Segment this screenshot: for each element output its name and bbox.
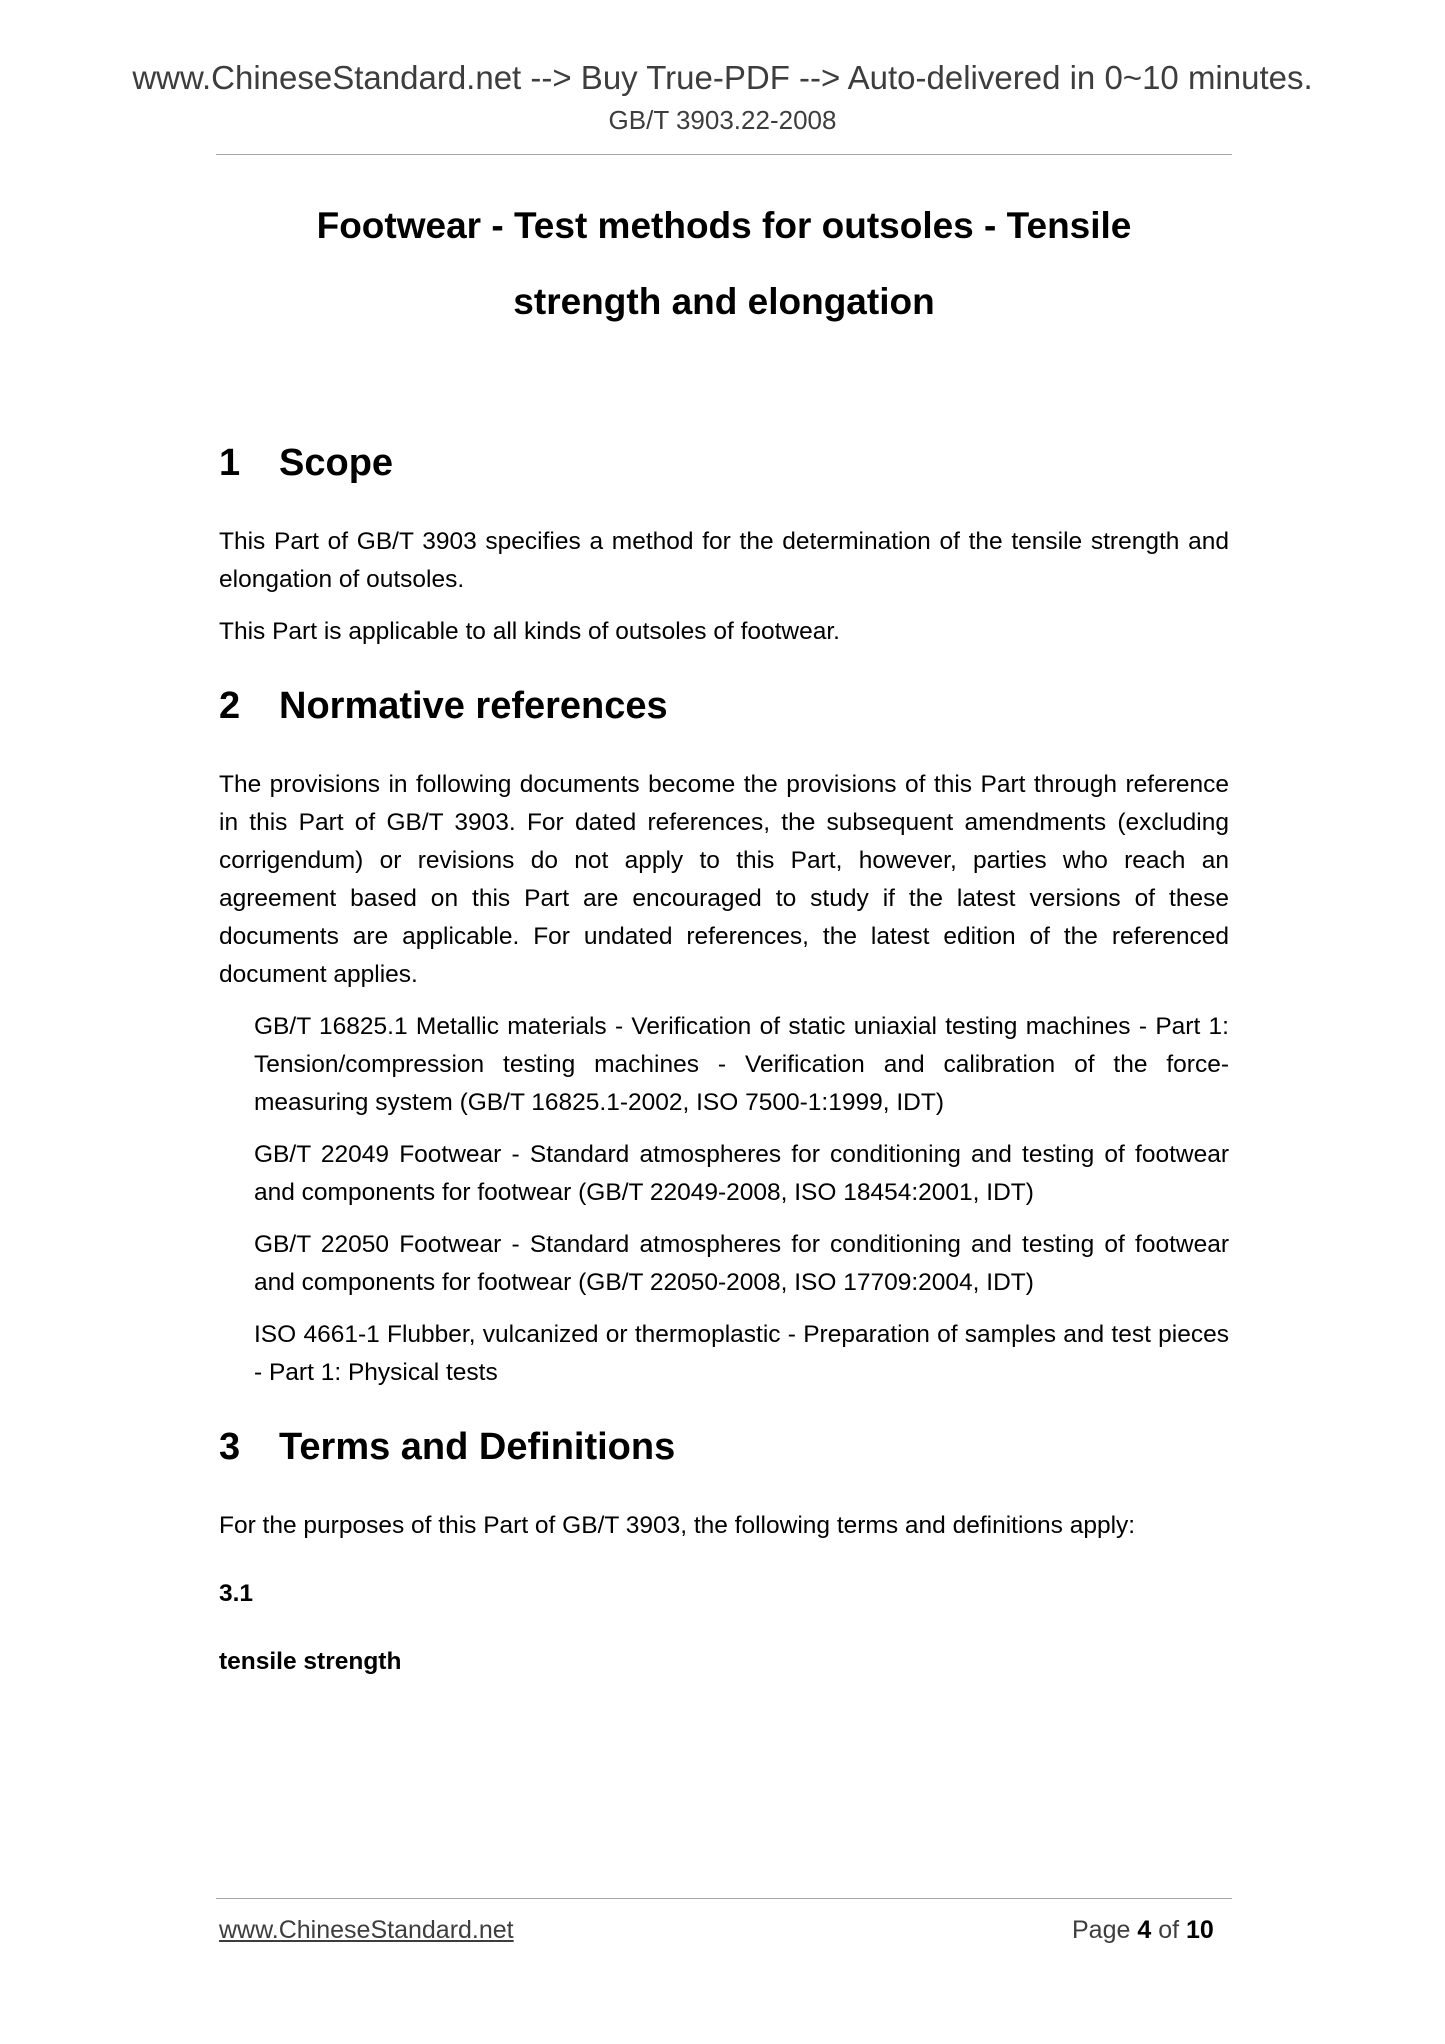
header-divider [216,154,1232,155]
section-number: 2 [219,685,241,727]
page-total: 10 [1186,1916,1214,1944]
scope-paragraph-1: This Part of GB/T 3903 specifies a method for the determination of the tensile strength and elongation of outsoles. [219,528,1229,593]
document-body [219,430,1229,1681]
section-heading-normative-references [219,673,1229,739]
footer-divider [216,1898,1232,1899]
reference-item: GB/T 22050 Footwear - Standard atmospheres for conditioning and testing of footwear and components for footwear (GB/T 22050-2008, ISO 17709:2004, IDT) [254,1231,1229,1296]
section-heading-scope [219,430,1229,496]
clause-number: 3.1 [219,1580,254,1607]
document-title [216,188,1232,340]
title-line-2: strength and elongation [513,281,935,322]
reference-item: GB/T 22049 Footwear - Standard atmospheres for conditioning and testing of footwear and components for footwear (GB/T 22049-2008, ISO 18454:2001, IDT) [254,1141,1229,1206]
page-of: of [1158,1916,1180,1944]
normative-intro-paragraph: The provisions in following documents become the provisions of this Part through reference in this Part of GB/T 3903. For dated references, the subsequent amendments (excluding corrigendum) or revisions do not apply to this Part, however, parties who reach an agreement based on this Part are encouraged to study if the latest versions of these documents are applicable. For undated references, the latest edition of the referenced document applies. [219,771,1229,988]
section-number: 1 [219,442,241,484]
term-name: tensile strength [219,1648,402,1675]
section-title: Terms and Definitions [279,1426,676,1468]
section-title: Normative references [279,685,668,727]
footer-site-link[interactable]: www.ChineseStandard.net [219,1916,514,1944]
reference-item: ISO 4661-1 Flubber, vulcanized or thermoplastic - Preparation of samples and test pieces - Part 1: Physical tests [254,1321,1229,1386]
section-number: 3 [219,1426,241,1468]
section-heading-terms-and-definitions [219,1414,1229,1480]
header-banner: www.ChineseStandard.net --> Buy True-PDF --> Auto-delivered in 0~10 minutes. [132,59,1313,96]
page-number [1072,1914,1214,1946]
section-title: Scope [279,442,394,484]
page-current: 4 [1137,1916,1152,1944]
reference-item: GB/T 16825.1 Metallic materials - Verification of static uniaxial testing machines - Part 1: Tension/compression testing machines - Verification and calibration of the force-measuring system (GB/T 16825.1-2002, ISO 7500-1:1999, IDT) [254,1013,1229,1116]
page-label: Page [1072,1916,1131,1944]
scope-paragraph-2: This Part is applicable to all kinds of outsoles of footwear. [219,618,840,645]
title-line-1: Footwear - Test methods for outsoles - Tensile [316,205,1132,246]
standard-code: GB/T 3903.22-2008 [608,105,837,135]
terms-intro-paragraph: For the purposes of this Part of GB/T 3903, the following terms and definitions apply: [219,1512,1136,1539]
